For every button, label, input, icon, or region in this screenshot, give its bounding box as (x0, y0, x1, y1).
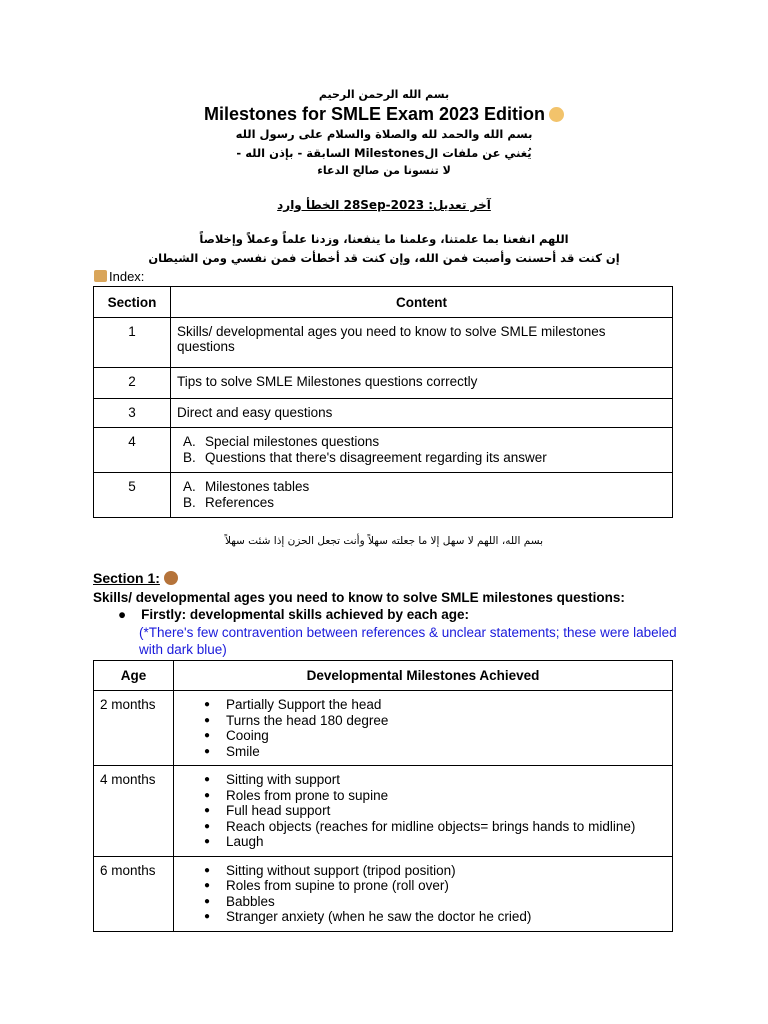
table-row (94, 766, 673, 857)
milestones-list (180, 772, 666, 850)
document-title: Milestones for SMLE Exam 2023 Edition (0, 104, 768, 125)
milestones-table (93, 660, 673, 932)
index-section-number: 5 (94, 473, 171, 518)
milestones-cell (174, 691, 673, 766)
table-row (94, 428, 673, 473)
list-item: ● Roles from supine to prone (roll over) (180, 878, 666, 894)
list-item: ● Sitting without support (tripod position) (180, 863, 666, 879)
list-item: A. Milestones tables (183, 479, 310, 494)
index-section-number: 3 (94, 399, 171, 428)
dua-line-3: بسم الله، اللهم لا سهل إلا ما جعلته سهلاً وأنت تجعل الحزن إذا شئت سهلاً (224, 535, 544, 547)
list-item: A. Special milestones questions (183, 434, 380, 449)
bismillah: بسم الله الرحمن الرحيم (318, 88, 450, 101)
lettered-list (177, 479, 666, 510)
arabic-line-2: يُغني عن ملفات الMilestones السابقة - بإذن الله - (236, 146, 532, 160)
section-1-subtitle: Skills/ developmental ages you need to know to solve SMLE milestones questions: (93, 590, 625, 605)
section-1-heading: Section 1: (93, 570, 178, 586)
index-section-number: 4 (94, 428, 171, 473)
list-item: B. Questions that there's disagreement regarding its answer (183, 449, 547, 465)
list-item: ● Partially Support the head (180, 697, 666, 713)
milestones-list (180, 863, 666, 925)
scroll-icon (94, 270, 107, 282)
milestones-cell (174, 766, 673, 857)
index-header-content: Content (171, 287, 673, 318)
index-section-number: 2 (94, 368, 171, 399)
list-item: ● Full head support (180, 803, 666, 819)
list-item: ● Laugh (180, 834, 666, 850)
milestones-list (180, 697, 666, 759)
contravention-note: (*There's few contravention between references & unclear statements; these were labeled with dark blue) (139, 625, 677, 657)
list-item: ● Roles from prone to supine (180, 788, 666, 804)
table-row (94, 691, 673, 766)
arabic-line-3: لا تنسونا من صالح الدعاء (317, 164, 451, 177)
section-1-bullet: ● Firstly: developmental skills achieved by each age: (118, 607, 470, 622)
list-item: ● Reach objects (reaches for midline objects= brings hands to midline) (180, 819, 666, 835)
age-cell: 2 months (94, 691, 174, 766)
index-content: Tips to solve SMLE Milestones questions correctly (171, 368, 673, 399)
index-content: Skills/ developmental ages you need to know to solve SMLE milestones questions (171, 318, 673, 368)
milestones-cell (174, 856, 673, 931)
list-item: ● Smile (180, 744, 666, 760)
milestones-header-row (94, 661, 673, 691)
index-header-section: Section (94, 287, 171, 318)
list-item: ● Turns the head 180 degree (180, 713, 666, 729)
last-edit-line: آخر تعديل: 28Sep-2023 الخطأ وارد (277, 198, 491, 212)
age-cell: 6 months (94, 856, 174, 931)
table-row (94, 473, 673, 518)
index-header-row (94, 287, 673, 318)
baby-icon (549, 107, 564, 122)
index-content (171, 473, 673, 518)
list-item: ● Sitting with support (180, 772, 666, 788)
age-cell: 4 months (94, 766, 174, 857)
index-content: Direct and easy questions (171, 399, 673, 428)
list-item: ● Babbles (180, 894, 666, 910)
teddy-bear-icon (164, 571, 178, 585)
table-row (94, 368, 673, 399)
list-item: ● Stranger anxiety (when he saw the doctor he cried) (180, 909, 666, 925)
list-item: B. References (183, 494, 275, 510)
table-row (94, 856, 673, 931)
index-table (93, 286, 673, 518)
table-row (94, 318, 673, 368)
dua-line-2: إن كنت قد أحسنت وأصبت فمن الله، وإن كنت قد أخطأت فمن نفسي ومن الشيطان (148, 251, 620, 265)
header-milestones: Developmental Milestones Achieved (174, 661, 673, 691)
index-label: Index: (94, 269, 144, 284)
lettered-list (177, 434, 666, 465)
index-section-number: 1 (94, 318, 171, 368)
dua-line-1: اللهم انفعنا بما علمتنا، وعلمنا ما ينفعنا، وزدنا علماً وعملاً وإخلاصاً (199, 232, 569, 246)
table-row (94, 399, 673, 428)
arabic-line-1: بسم الله والحمد لله والصلاة والسلام على رسول الله (235, 127, 533, 141)
header-age: Age (94, 661, 174, 691)
index-content (171, 428, 673, 473)
list-item: ● Cooing (180, 728, 666, 744)
